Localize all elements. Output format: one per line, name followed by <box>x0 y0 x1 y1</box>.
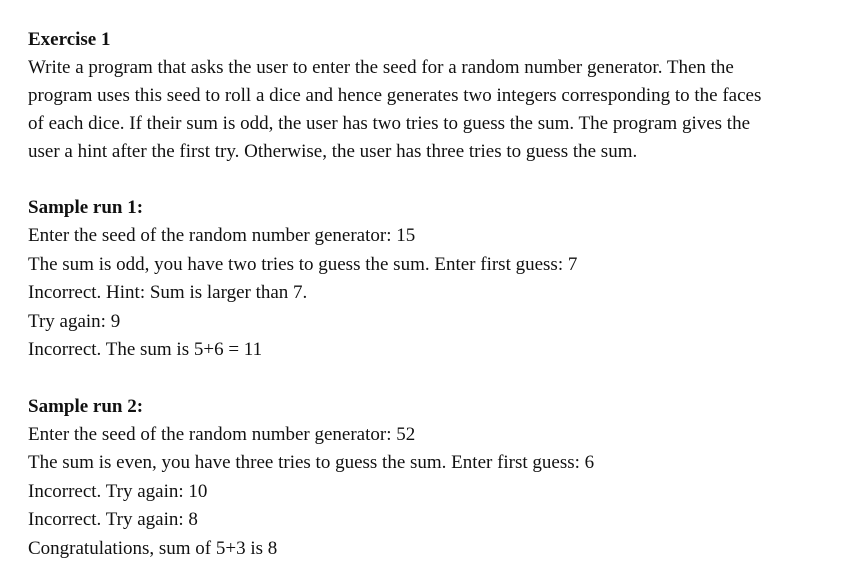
exercise-description-line: program uses this seed to roll a dice and hence generates two integers corresponding to the faces <box>28 82 828 110</box>
sample-run-1-section <box>28 194 828 365</box>
sample-run-2-title: Sample run 2: <box>28 393 828 421</box>
exercise-section <box>28 26 828 166</box>
sample-run-1-line: Incorrect. Hint: Sum is larger than 7. <box>28 279 828 308</box>
sample-run-1-line: Try again: 9 <box>28 308 828 337</box>
sample-run-2-section <box>28 393 828 563</box>
exercise-description-line: Write a program that asks the user to enter the seed for a random number generator. Then the <box>28 54 828 82</box>
sample-run-1-title: Sample run 1: <box>28 194 828 222</box>
exercise-title: Exercise 1 <box>28 26 828 54</box>
sample-run-1-line: Incorrect. The sum is 5+6 = 11 <box>28 336 828 365</box>
exercise-description-line: user a hint after the first try. Otherwise, the user has three tries to guess the sum. <box>28 138 828 166</box>
sample-run-2-line: Incorrect. Try again: 8 <box>28 506 828 535</box>
sample-run-2-line: Incorrect. Try again: 10 <box>28 478 828 507</box>
sample-run-1-line: Enter the seed of the random number generator: 15 <box>28 222 828 251</box>
sample-run-2-line: The sum is even, you have three tries to guess the sum. Enter first guess: 6 <box>28 449 828 478</box>
exercise-description-line: of each dice. If their sum is odd, the user has two tries to guess the sum. The program gives the <box>28 110 828 138</box>
sample-run-1-line: The sum is odd, you have two tries to guess the sum. Enter first guess: 7 <box>28 251 828 280</box>
document-page <box>28 26 828 563</box>
sample-run-2-line: Congratulations, sum of 5+3 is 8 <box>28 535 828 563</box>
sample-run-2-line: Enter the seed of the random number generator: 52 <box>28 421 828 450</box>
